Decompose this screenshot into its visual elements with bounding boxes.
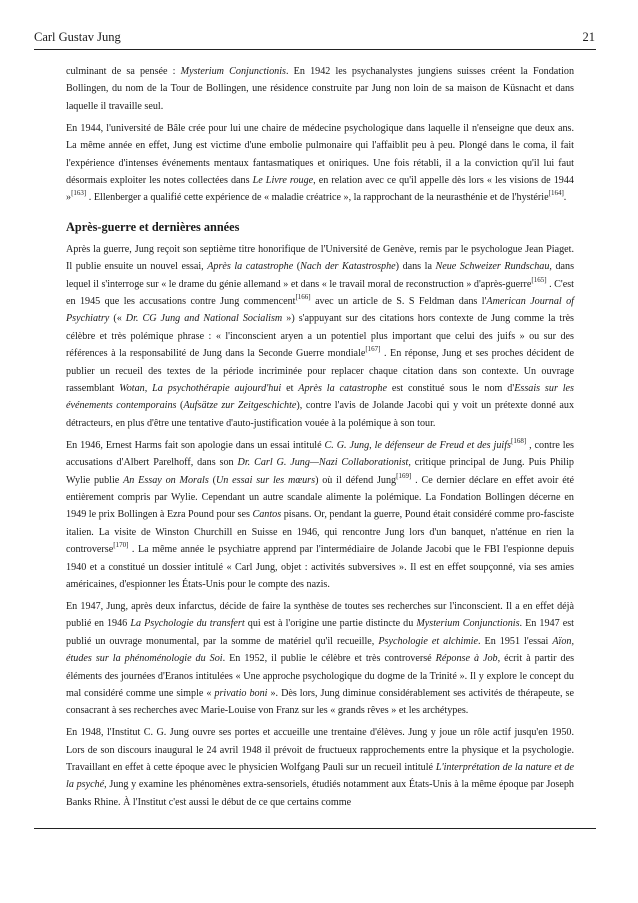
running-title: Carl Gustav Jung: [34, 30, 121, 44]
footnote-ref[interactable]: [166]: [295, 292, 311, 301]
paragraph-bollingen-foundation: culminant de sa pensée : Mysterium Conjunctionis. En 1942 les psychanalystes jungiens suisses créent la Fondation Bollingen, du nom de la Tour de Bollingen, une résidence construite par Jung non loin de sa maison de Küsnacht et dans laquelle il travaille seul.: [66, 66, 575, 112]
footer-divider: [34, 828, 596, 829]
footnote-ref[interactable]: [165]: [531, 275, 547, 284]
footnote-ref[interactable]: [170]: [113, 541, 129, 550]
body-text: [66, 63, 574, 816]
section-heading: Après-guerre et dernières années: [66, 219, 240, 234]
footnote-ref[interactable]: [169]: [396, 471, 412, 480]
footnote-ref[interactable]: [163]: [71, 189, 87, 198]
footnote-ref[interactable]: [167]: [365, 345, 381, 354]
paragraph-postwar-accusations: Après la guerre, Jung reçoit son septième titre honorifique de l'Université de Genève, remis par le psychologue Jean Piaget. Il publie ensuite un nouvel essai, Après la catastrophe (Nach der Katastrosphe) dans la Neue Schweizer Rundschau, dans lequel il s'interroge sur « le drame du génie allemand » et dans « le travail moral de reconstruction » d'après-guerre[165] . C'est en 1945 que les accusations contre Jung commencent[166] avec un article de S. S Feldman dans l'American Journal of Psychiatry (« Dr. CG Jung and National Socialism ») s'appuyant sur des citations hors contexte de Jung comme la très célèbre et très polémique phrase : « l'inconscient aryen a un potentiel plus important que celui des juifs » ou sur des références à la responsabilité de Jung dans la Seconde Guerre mondiale[167] . En réponse, Jung et ses proches décident de publier un recueil des textes de la période incriminée pour replacer chaque citation dans son contexte. Un ouvrage rassemblant Wotan, La psychothérapie aujourd'hui et Après la catastrophe est constitué sous le nom d'Essais sur les événements contemporains (Aufsätze zur Zeitgeschichte), contre l'avis de Jolande Jacobi qui y voit un prétexte donné aux détracteurs, en plus d'être une tentative d'auto-justification vouée à la polémique à son tour.: [66, 243, 575, 429]
footnote-ref[interactable]: [168]: [510, 436, 527, 445]
paragraph-1947-synthesis: En 1947, Jung, après deux infarctus, décide de faire la synthèse de toutes ses recherches sur l'inconscient. Il a en effet déjà publié en 1946 La Psychologie du transfert qui est à l'origine une partie distincte du Mysterium Conjunctionis. En 1947 est publié un ouvrage monumental, par la somme de matériel qu'il recueille, Psychologie et alchimie. En 1951 l'essai Aïon, études sur la phénoménologie du Soi. En 1952, il publie le célèbre et très controversé Réponse à Job, écrit à partir des éléments des journées d'Eranos intitulées « Une approche psychologique du dogme de la Trinité ». Il y explore le concept du mal considéré comme une simple « privatio boni ». Dès lors, Jung diminue considérablement ses activités de thérapeute, se consacrant à ses recherches avec Marie-Louise von Franz sur les « grands rêves » et les archétypes.: [66, 600, 575, 717]
page-number: 21: [582, 30, 595, 44]
paragraph-1944-illness: En 1944, l'université de Bâle crée pour lui une chaire de médecine psychologique dans laquelle il n'enseigne que deux ans. La même année en effet, Jung est victime d'une embolie pulmonaire qui l'affaiblit peu à peu. Plongé dans le coma, il fait l'expérience d'intenses événements mentaux fantasmatiques et oniriques. Une fois rétabli, il a la conviction qu'il lui faut désormais exploiter les notes collectées dans Le Livre rouge, en relation avec ce qu'il appelle dès lors « les visions de 1944 »[163] . Ellenberger a qualifié cette expérience de « maladie créatrice », la rapprochant de la neurasthénie et de l'hystérie[164].: [66, 122, 574, 204]
footnote-ref[interactable]: [164]: [548, 189, 564, 198]
paragraph-1946-defense: En 1946, Ernest Harms fait son apologie dans un essai intitulé C. G. Jung, le défenseur de Freud et des juifs[168] , contre les accusations d'Albert Parelhoff, dans son Dr. Carl G. Jung—Nazi Collaborationist, critique principal de Jung. Puis Philip Wylie publie An Essay on Morals (Un essai sur les mœurs) où il défend Jung[169] . Ce dernier déclare en effet avoir été entièrement compris par Wylie. Cependant un autre scandale alimente la polémique. La Fondation Bollingen décerne en 1949 le prix Bollingen à Ezra Pound pour ses Cantos pisans. Or, pendant la guerre, Pound était considéré comme pro-fasciste italien. La visite de Winston Churchill en Suisse en 1946, qui rencontre Jung lors d'un banquet, n'atténue en rien la controverse[170] . La même année le psychiatre apprend par l'intermédiaire de Jolande Jacobi que le FBI l'espionne depuis 1940 et a constitué un dossier intitulé « Carl Jung, objet : activités subversives ». Il est en effet soupçonné, via ses amies américaines, d'espionner les États-Unis pour le compte des nazis.: [66, 436, 575, 590]
paragraph-1948-institute: En 1948, l'Institut C. G. Jung ouvre ses portes et accueille une trentaine d'élèves. Jung y joue un rôle actif jusqu'en 1950. Lors de son discours inaugural le 24 avril 1948 il prévoit de fructueux rapprochements entre la physique et la psychologie. Travaillant en effet à cette époque avec le physicien Wolfgang Pauli sur un recueil intitulé L'interprétation de la nature et de la psyché, Jung y examine les phénomènes extra-sensoriels, étudiés notamment aux États-Unis à la même époque par Joseph Banks Rhine. À l'Institut c'est aussi le début de ce que certains comme: [66, 727, 574, 808]
header-divider: [34, 49, 596, 50]
